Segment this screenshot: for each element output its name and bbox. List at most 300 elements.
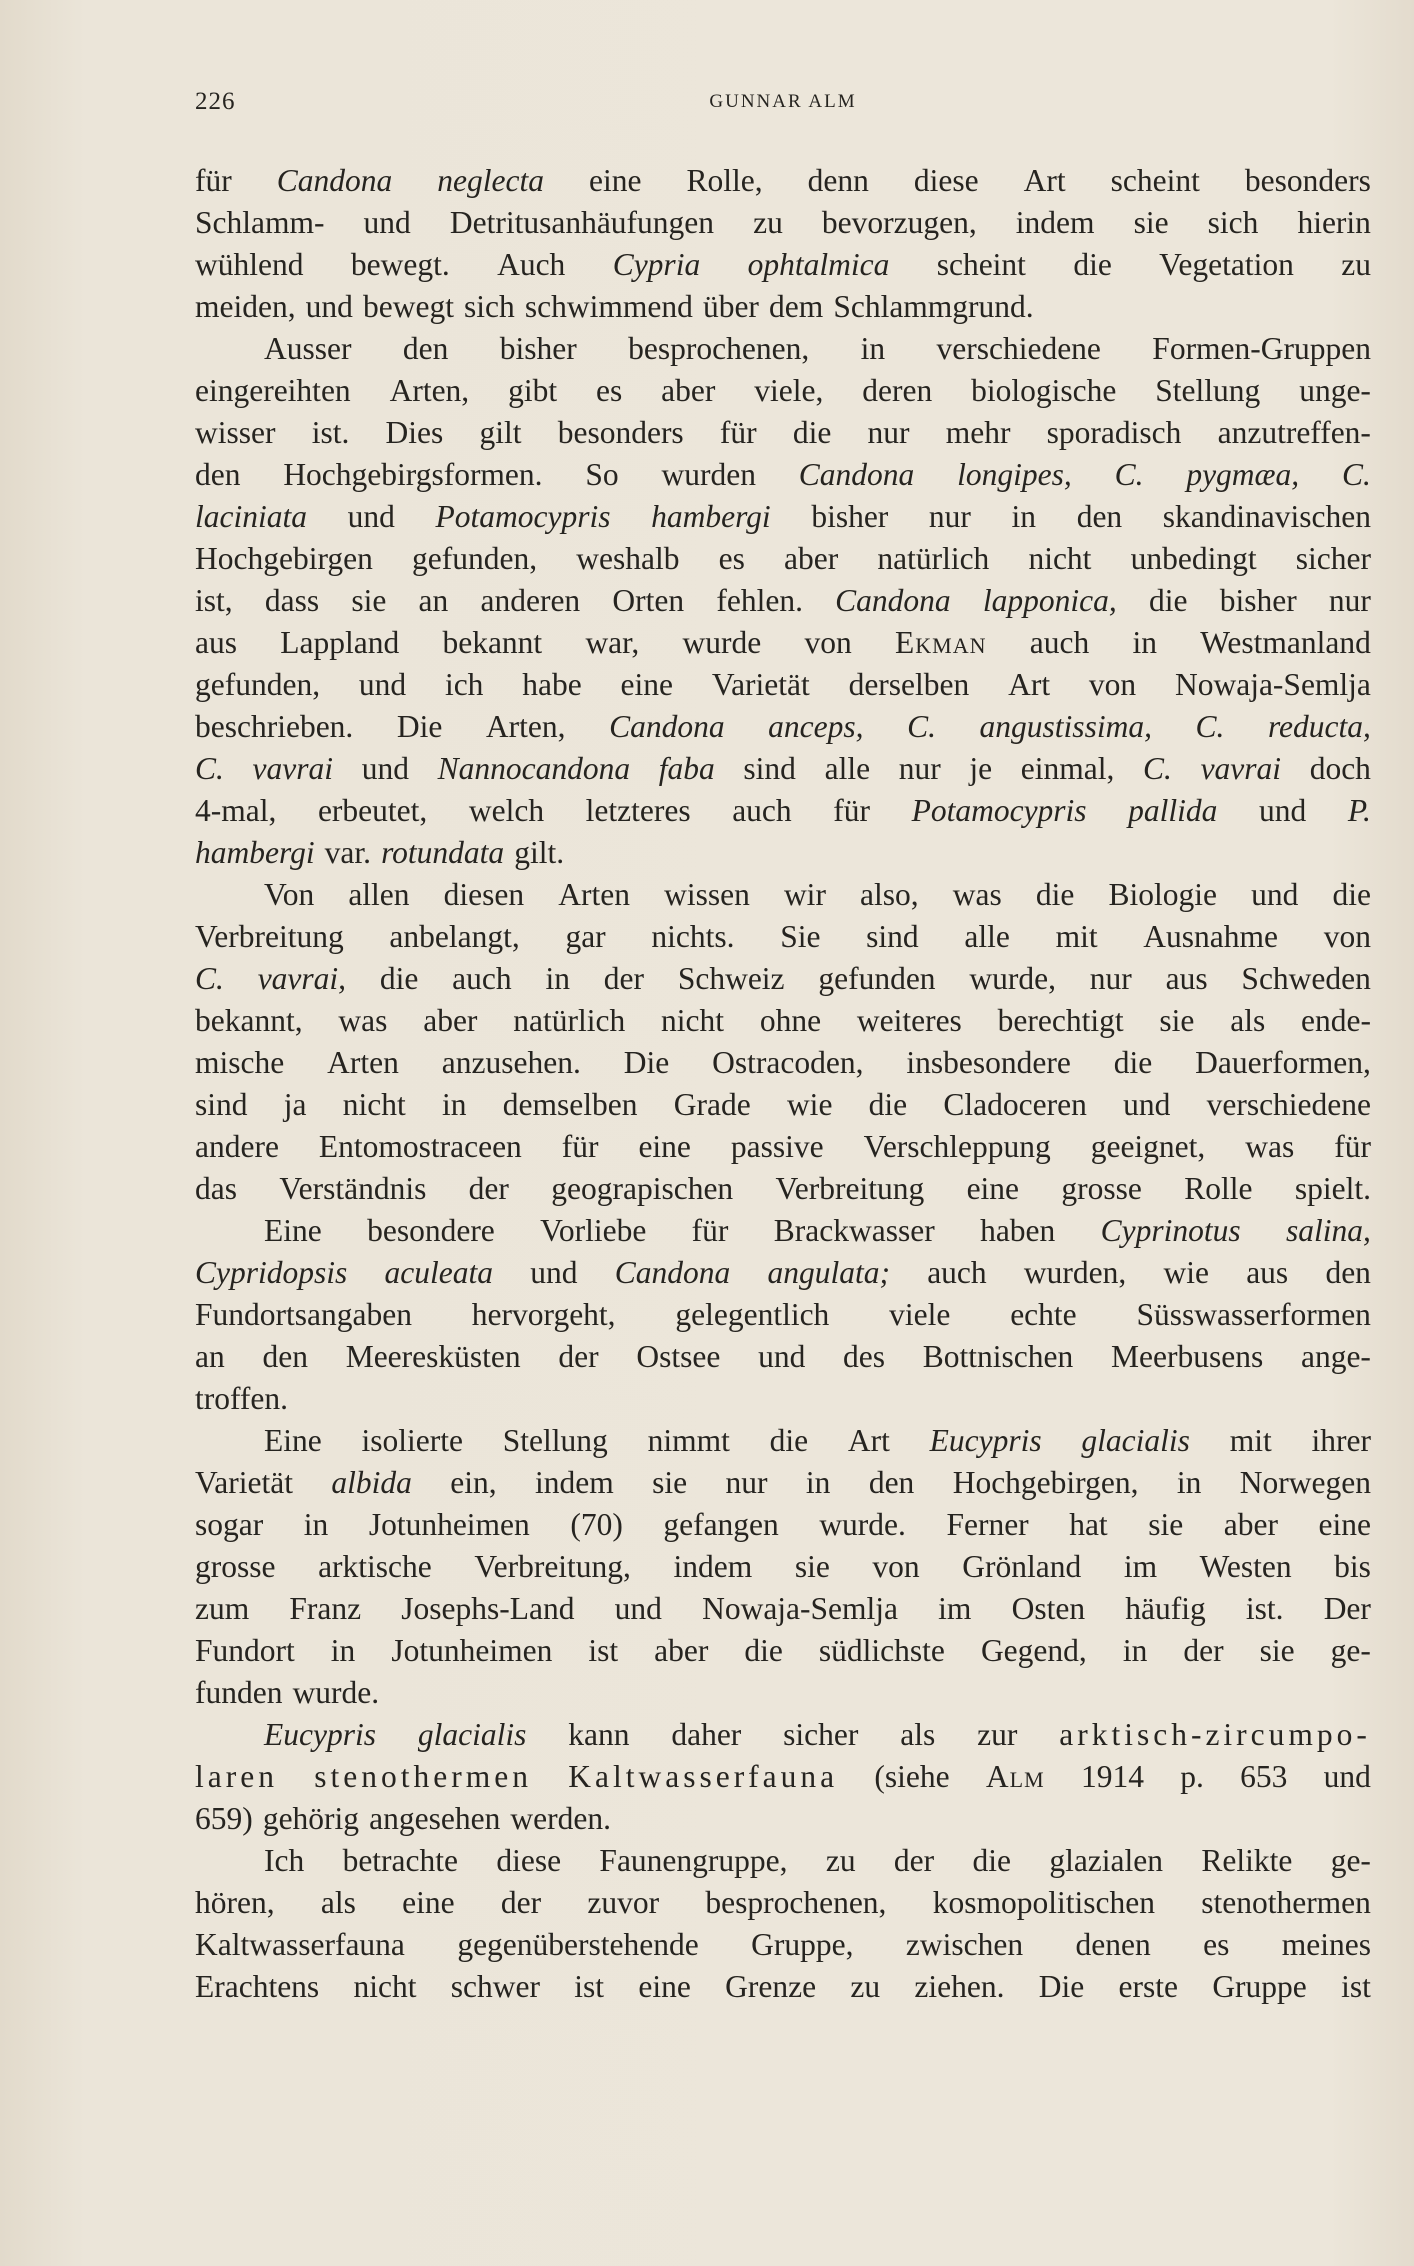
word: die [1035,877,1075,912]
word: viele, [754,373,824,408]
word: Sie [780,919,821,954]
word: in [303,1507,329,1542]
word: Gegend, [980,1633,1087,1668]
word: einmal, [1020,751,1115,786]
word: mehr [945,415,1011,450]
word: in [545,961,570,996]
text-line [195,1336,1371,1378]
text-line [195,1924,1371,1966]
word: der [1183,1633,1224,1668]
word: 653 [1240,1759,1288,1794]
word: auch [1029,625,1090,660]
word: Auch [497,247,566,282]
word: ist. [311,415,350,450]
word: Schweiz [677,961,785,996]
word: die [1332,877,1371,912]
word: angulata; [767,1255,890,1290]
text-line [195,1420,1371,1462]
text-line [195,1756,1371,1798]
word: wurde, [969,961,1056,996]
word: pallida [1128,793,1218,828]
word: eine [589,163,642,198]
word: Entomostraceen [318,1129,522,1164]
text-line [195,1252,1371,1294]
word: nur [725,1465,768,1500]
word: des [843,1339,886,1374]
word: sie [652,1465,688,1500]
word: in [1176,1465,1202,1500]
text-line [195,916,1371,958]
text-line [195,664,1371,706]
word: die [1149,583,1188,618]
word: anderen [480,583,581,618]
word: scheint [1110,163,1200,198]
word: und [1323,1759,1371,1794]
word: Der [1323,1591,1371,1626]
word: So [585,457,619,492]
word: C. [195,961,224,996]
word: Die [623,1045,670,1080]
word: sie [1148,1507,1184,1542]
word: Relikte [1201,1843,1293,1878]
word: und [530,1255,578,1290]
word: was [952,877,1002,912]
word: von [872,1549,920,1584]
body-text [195,160,1371,2008]
word: eine [638,1969,691,2004]
word: Westen [1199,1549,1292,1584]
word: stenothermen [314,1759,532,1794]
word: wurden [661,457,756,492]
word: salina, [1286,1213,1371,1248]
word: besonders [1244,163,1371,198]
word: Formen-Gruppen [1152,331,1371,366]
word: habe [522,667,582,702]
word: Kaltwasserfauna [195,1927,405,1962]
word: albida [331,1465,412,1500]
word: Nannocandona [437,751,631,786]
word: und [1251,877,1299,912]
word: gefunden, [195,667,321,702]
word: aus [1246,1255,1289,1290]
word: Orten [612,583,685,618]
word: denen [1075,1927,1151,1962]
word: Süsswasserformen [1136,1297,1371,1332]
text-line [195,1882,1371,1924]
word: Hochgebirgsformen. [283,457,543,492]
word: (70) [570,1507,623,1542]
word: den [262,1339,308,1374]
word: in [1132,625,1157,660]
word: Franz [289,1591,362,1626]
word: sie [351,583,387,618]
word: zu [850,1969,881,2004]
word: an [418,583,449,618]
word: auch [732,793,792,828]
word: meiden, [195,289,296,324]
word: wissen [664,877,750,912]
text-line [195,1000,1371,1042]
word: wühlend [195,247,304,282]
word: denn [807,163,869,198]
word: troffen. [195,1381,289,1416]
word: der [893,1843,935,1878]
word: sie [1159,1003,1195,1038]
word: zu [1341,247,1371,282]
word: isolierte [361,1423,463,1458]
word: kann [568,1717,630,1752]
word: zu [753,205,783,240]
word: ist [1341,1969,1371,2004]
word: longipes, [957,457,1072,492]
word: wurde [682,625,762,660]
word: hervorgeht, [471,1297,616,1332]
word: den [868,1465,915,1500]
text-line [195,1840,1371,1882]
word: Westmanland [1200,625,1371,660]
word: Schlammgrund. [833,289,1034,324]
word: unbedingt [1130,541,1257,576]
word: C. [1114,457,1144,492]
word: Cladoceren [943,1087,1087,1122]
word: fehlen. [716,583,803,618]
word: anzusehen. [441,1045,581,1080]
word: Arten [558,877,630,912]
word: erbeutet, [317,793,428,828]
word: Hochgebirgen [195,541,373,576]
word: Cyprinotus [1100,1213,1241,1248]
word: mische [195,1045,285,1080]
word: die [744,1633,783,1668]
word: als [900,1717,936,1752]
word: sind [743,751,796,786]
word: nicht [1028,541,1092,576]
page-header [195,88,1371,122]
word: Art [1023,163,1066,198]
word: im [1123,1549,1158,1584]
word: Dauerformen, [1195,1045,1371,1080]
text-line [195,706,1371,748]
word: diese [496,1843,562,1878]
word: doch [1309,751,1371,786]
word: Erachtens [195,1969,320,2004]
word: Meerbusens [1111,1339,1264,1374]
word: ihrer [1311,1423,1371,1458]
word: die [868,1087,908,1122]
word: gelegentlich [675,1297,830,1332]
word: eine [966,1171,1020,1206]
word: aber [661,373,716,408]
word: Norwegen [1239,1465,1371,1500]
word: eine [620,667,673,702]
word: nicht [661,1003,725,1038]
word: Die [1038,1969,1085,2004]
text-line [195,244,1371,286]
text-line [195,454,1371,496]
word: Candona [276,163,393,198]
word: diesen [443,877,525,912]
word: und [347,499,395,534]
word: Meeresküsten [345,1339,521,1374]
word: bewegt. [350,247,450,282]
word: hierin [1297,205,1371,240]
word: besondere [367,1213,495,1248]
word: wie [786,1087,833,1122]
word: als [1230,1003,1266,1038]
word: Candona [835,583,951,618]
word: Ferner [946,1507,1029,1542]
word: passive [730,1129,824,1164]
word: südlichste [818,1633,945,1668]
word: ge- [1330,1633,1371,1668]
text-line [195,958,1371,1000]
word: sporadisch [1046,415,1182,450]
word: und [614,1591,662,1626]
word: wie [1163,1255,1209,1290]
word: sind [866,919,919,954]
word: und [361,751,409,786]
word: wurde. [819,1507,906,1542]
word: im [938,1591,972,1626]
word: wurde. [292,1675,380,1710]
word: Varietät [195,1465,293,1500]
word: C. [907,709,936,744]
word: den [195,457,241,492]
word: von [804,625,852,660]
word: mit [1229,1423,1272,1458]
word: C. [1143,751,1172,786]
word: gehörig [262,1801,360,1836]
word: var. [324,835,372,870]
word: hambergi [195,835,315,870]
word: welch [468,793,545,828]
word: Alm [985,1759,1045,1794]
word: bisher [499,331,577,366]
word: unge- [1299,373,1371,408]
word: Verbreitung [775,1171,925,1206]
word: und [358,667,407,702]
word: meines [1281,1927,1371,1962]
word: Stellung [502,1423,608,1458]
word: Fundortsangaben [195,1297,412,1332]
word: Rolle, [686,163,763,198]
word: weiteres [856,1003,962,1038]
word: beschrieben. [195,709,354,744]
word: letzteres [585,793,691,828]
text-line [195,1084,1371,1126]
word: glazialen [1049,1843,1164,1878]
word: gefunden, [412,541,538,576]
word: Art [1008,667,1051,702]
word: aculeata [384,1255,493,1290]
word: Art [847,1423,890,1458]
word: laren [195,1759,278,1794]
word: sogar [195,1507,264,1542]
word: aber [654,1633,709,1668]
text-line [195,832,1371,874]
text-line [195,328,1371,370]
word: biologische [971,373,1117,408]
word: die [379,961,419,996]
word: Ostsee [636,1339,721,1374]
word: bisher [1219,583,1297,618]
word: Kaltwasserfauna [568,1759,839,1794]
word: Jotunheimen [368,1507,530,1542]
word: Lappland [280,625,400,660]
word: Eucypris [264,1717,376,1752]
word: pygmæa, [1186,457,1300,492]
word: geeignet, [1090,1129,1206,1164]
word: nur [867,415,910,450]
word: nicht [353,1969,417,2004]
word: eingereihten [195,373,351,408]
word: nur [928,499,971,534]
word: lapponica, [982,583,1117,618]
word: ich [444,667,484,702]
word: und [363,205,411,240]
word: in [442,1087,467,1122]
word: Verbreitung, [474,1549,631,1584]
word: Ausnahme [1143,919,1279,954]
word: bis [1334,1549,1371,1584]
word: nimmt [647,1423,730,1458]
text-line [195,160,1371,202]
word: Cypridopsis [195,1255,348,1290]
word: auch [452,961,512,996]
word: insbesondere [906,1045,1071,1080]
word: und [305,289,353,324]
word: war, [585,625,640,660]
word: an [195,1339,225,1374]
word: sich [1207,205,1259,240]
word: daher [671,1717,742,1752]
word: besprochenen, [628,331,810,366]
word: Detritusanhäufungen [449,205,715,240]
word: die [792,415,832,450]
word: die [1113,1045,1153,1080]
word: erste [1118,1969,1179,2004]
word: alle [964,919,1010,954]
word: gilt. [514,835,565,870]
word: Potamocypris [911,793,1087,828]
word: spielt. [1294,1171,1371,1206]
word: hat [1069,1507,1108,1542]
word: hambergi [651,499,771,534]
word: aber [1223,1507,1278,1542]
word: also, [860,877,919,912]
word: deren [862,373,933,408]
word: besonders [557,415,684,450]
word: ist. [1245,1591,1284,1626]
word: Von [264,877,315,912]
word: Potamocypris [435,499,611,534]
word: Cypria [612,247,701,282]
word: Osten [1011,1591,1086,1626]
word: grosse [195,1549,276,1584]
word: ohne [759,1003,822,1038]
word: Faunengruppe, [599,1843,788,1878]
word: werden. [510,1801,611,1836]
word: derselben [848,667,970,702]
word: für [561,1129,599,1164]
word: Varietät [711,667,810,702]
text-line [195,1168,1371,1210]
word: wir [783,877,826,912]
word: aber [423,1003,478,1038]
word: ja [283,1087,307,1122]
word: bekannt [442,625,543,660]
word: gibt [508,373,558,408]
word: über [702,289,759,324]
word: Eine [264,1423,322,1458]
word: gar [565,919,606,954]
word: was [338,1003,388,1038]
word: für [833,793,870,828]
page-number: 226 [195,88,236,115]
word: Grade [673,1087,751,1122]
word: Candona [614,1255,731,1290]
text-line [195,1462,1371,1504]
word: Rolle [1184,1171,1253,1206]
word: Gruppe, [751,1927,854,1962]
word: Nowaja-Semlja [702,1591,899,1626]
word: der [603,961,645,996]
word: reducta, [1267,709,1371,744]
word: faba [658,751,715,786]
text-line [195,1378,1371,1420]
word: echte [1010,1297,1077,1332]
word: sicher [1295,541,1371,576]
word: zu [825,1843,856,1878]
word: zur [977,1717,1018,1752]
word: zuvor [587,1885,660,1920]
word: dem [769,289,824,324]
word: hören, [195,1885,275,1920]
text-line [195,1672,1371,1714]
word: bisher [811,499,889,534]
word: nur [898,751,941,786]
word: nicht [342,1087,406,1122]
word: schwimmend [524,289,693,324]
word: sind [195,1087,248,1122]
word: geograpischen [551,1171,734,1206]
word: p. [1180,1759,1204,1794]
word: rotundata [381,835,505,870]
word: Gruppe [1212,1969,1307,2004]
word: indem [535,1465,614,1500]
word: aber [784,541,839,576]
word: gefangen [663,1507,779,1542]
word: bevorzugen, [821,205,977,240]
word: Grönland [962,1549,1082,1584]
word: in [860,331,886,366]
word: Stellung [1155,373,1261,408]
word: besprochenen, [705,1885,887,1920]
word: skandinavischen [1162,499,1371,534]
word: in [1011,499,1037,534]
word: laciniata [195,499,307,534]
word: nichts. [651,919,735,954]
word: zum [195,1591,250,1626]
word: Nowaja-Semlja [1174,667,1371,702]
text-line [195,874,1371,916]
text-line [195,1630,1371,1672]
text-line [195,1294,1371,1336]
word: anceps, [768,709,864,744]
word: diese [913,163,979,198]
word: Dies [385,415,444,450]
word: grosse [1061,1171,1142,1206]
